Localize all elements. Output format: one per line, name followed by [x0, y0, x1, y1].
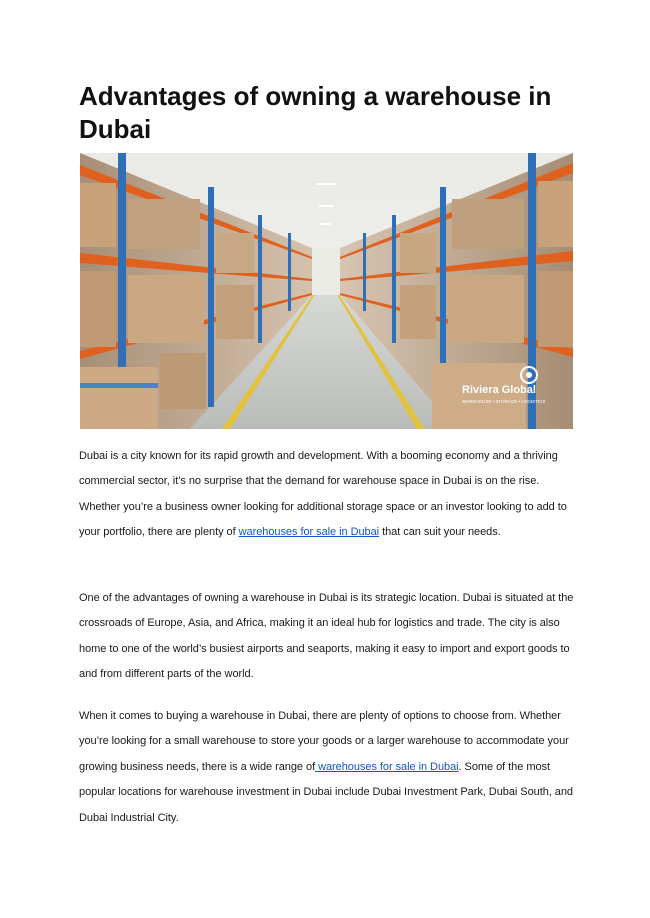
paragraph-options-text-end: . Some of the most popular locations for warehouse investment in Dubai include Dubai Investment Park, Dubai South, and Dubai Industrial City. [79, 760, 574, 824]
paragraph-intro-text: Dubai is a city known for its rapid growth and development. With a booming economy and a thriving commercial sector, it’s no surprise that the demand for warehouse space in Dubai is on the rise. Whether you’re a business owner looking for additional storage space or an investor looking to add to your portfolio, there are plenty of [79, 450, 567, 539]
warehouse-illustration [80, 153, 573, 429]
warehouses-for-sale-link[interactable]: warehouses for sale in Dubai [238, 526, 380, 539]
paragraph-intro [79, 444, 579, 546]
logo-tagline: WAREHOUSE • STORAGE • LOGISTICS [462, 399, 546, 404]
page-title: Advantages of owning a warehouse in Dubai [79, 81, 552, 144]
paragraph-intro-text-end: that can suit your needs. [379, 526, 501, 539]
warehouses-for-sale-link-2[interactable]: warehouses for sale in Dubai [315, 760, 459, 773]
logo-text: Riviera Global [462, 384, 536, 396]
paragraph-location: One of the advantages of owning a warehouse in Dubai is its strategic location. Dubai is situated at the crossroads of Europe, Asia, and Africa, making it an ideal hub for logistics and trade. The city is also home to one of the world’s busiest airports and seaports, making it easy to import and export goods to and from different parts of the world. [79, 592, 574, 681]
paragraph-options-text: When it comes to buying a warehouse in Dubai, there are plenty of options to choose from. Whether you’re looking for a small warehouse to store your goods or a larger warehouse to accommodate your growing business needs, there is a wide range of [79, 710, 569, 773]
warehouse-photo [80, 153, 573, 429]
paragraph-options [79, 704, 579, 831]
